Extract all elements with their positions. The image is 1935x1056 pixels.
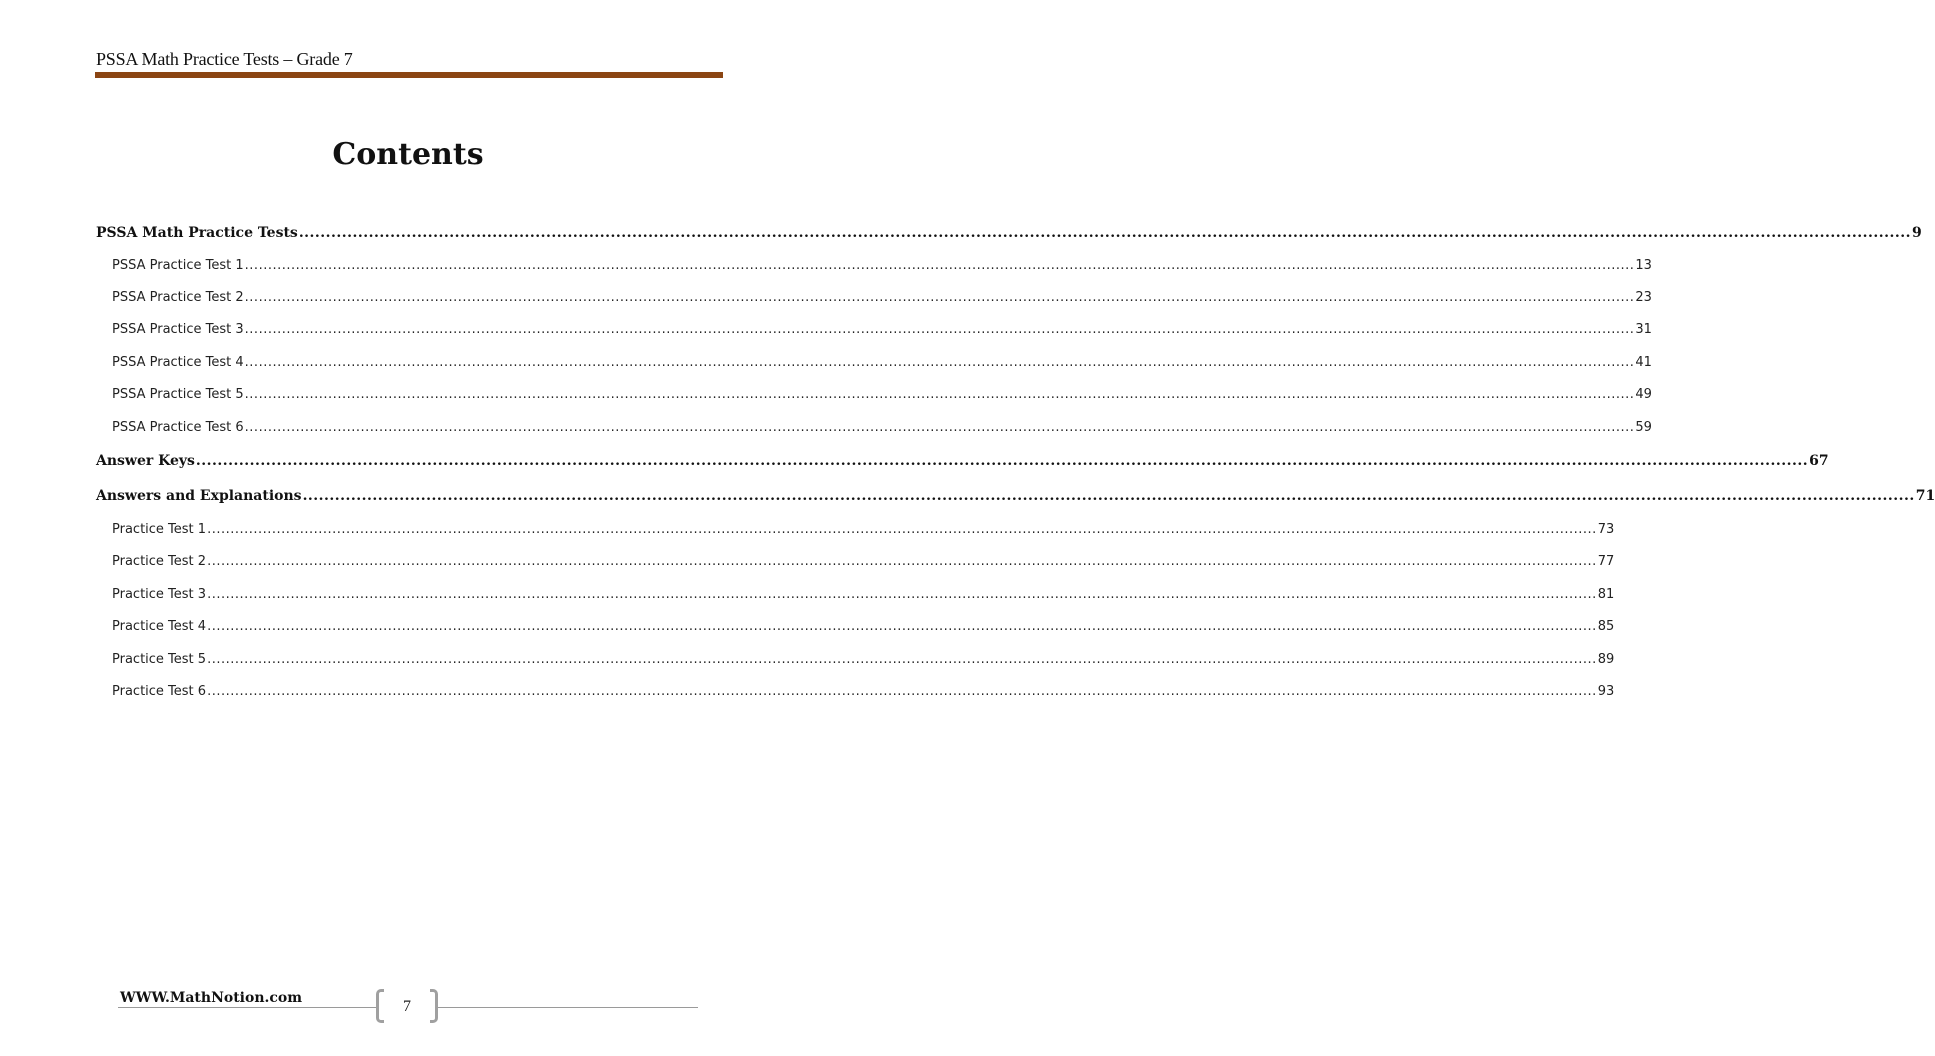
running-header-title: PSSA Math Practice Tests – Grade 7 [96,49,353,69]
toc-entry[interactable] [96,225,1922,241]
footer-left-bracket-icon [376,989,384,1023]
toc-dot-leader: ............................................................................................................................................................................................................................................................................................................ [298,225,1912,241]
toc-entry-page: 31 [1635,322,1652,337]
toc-entry[interactable] [112,619,1615,634]
toc-entry[interactable] [112,420,1652,435]
toc-dot-leader: ............................................................................................................................................................................................................................................................................................................ [207,554,1597,569]
toc-entry[interactable] [112,322,1652,337]
toc-entry-page: 89 [1597,652,1615,667]
toc-entry-label: Answer Keys [96,453,195,469]
toc-entry-page: 93 [1597,684,1615,699]
toc-entry-page: 49 [1635,387,1652,402]
toc-entry-label: Practice Test 2 [112,554,207,569]
toc-entry-page: 59 [1635,420,1652,435]
toc-entry-label: Practice Test 3 [112,587,207,602]
toc-entry-page: 13 [1635,258,1652,273]
toc-dot-leader: ............................................................................................................................................................................................................................................................................................................ [244,355,1635,370]
toc-entry-label: Practice Test 1 [112,522,207,537]
toc-dot-leader: ............................................................................................................................................................................................................................................................................................................ [244,290,1635,305]
toc-entry-page: 81 [1597,587,1615,602]
toc-entry-label: PSSA Practice Test 1 [112,258,244,273]
toc-entry-label: Answers and Explanations [96,488,302,504]
toc-dot-leader: ............................................................................................................................................................................................................................................................................................................ [244,420,1635,435]
toc-entry-page: 23 [1635,290,1652,305]
toc-entry-label: Practice Test 6 [112,684,207,699]
toc-dot-leader: ............................................................................................................................................................................................................................................................................................................ [207,619,1597,634]
toc-entry[interactable] [112,587,1615,602]
toc-entry[interactable] [112,290,1652,305]
toc-entry-label: PSSA Practice Test 5 [112,387,244,402]
toc-entry[interactable] [112,652,1615,667]
toc-dot-leader: ............................................................................................................................................................................................................................................................................................................ [244,387,1635,402]
toc-entry-label: PSSA Practice Test 3 [112,322,244,337]
toc-entry-label: PSSA Practice Test 2 [112,290,244,305]
footer-right-bracket-icon [430,989,438,1023]
toc-entry[interactable] [96,453,1829,469]
toc-entry-page: 41 [1635,355,1652,370]
toc-entry[interactable] [96,488,1935,504]
toc-entry-page: 73 [1597,522,1615,537]
toc-dot-leader: ............................................................................................................................................................................................................................................................................................................ [207,522,1597,537]
toc-entry-page: 85 [1597,619,1615,634]
toc-entry-page: 77 [1597,554,1615,569]
toc-entry[interactable] [112,684,1615,699]
toc-dot-leader: ............................................................................................................................................................................................................................................................................................................ [302,488,1915,504]
toc-entry-label: Practice Test 4 [112,619,207,634]
toc-dot-leader: ............................................................................................................................................................................................................................................................................................................ [244,258,1635,273]
toc-entry[interactable] [112,522,1615,537]
toc-entry[interactable] [112,355,1652,370]
footer-rule-left [118,1007,376,1008]
header-rule [95,72,723,78]
toc-entry-page: 9 [1912,225,1922,241]
toc-dot-leader: ............................................................................................................................................................................................................................................................................................................ [207,684,1597,699]
footer-rule-right [438,1007,698,1008]
toc-entry[interactable] [112,387,1652,402]
page-number: 7 [403,998,411,1015]
toc-entry-page: 71 [1915,488,1935,504]
toc-entry-label: Practice Test 5 [112,652,207,667]
footer-website: WWW.MathNotion.com [120,990,303,1006]
toc-dot-leader: ............................................................................................................................................................................................................................................................................................................ [207,587,1597,602]
toc-entry[interactable] [112,258,1652,273]
toc-entry-label: PSSA Practice Test 6 [112,420,244,435]
toc-entry-label: PSSA Practice Test 4 [112,355,244,370]
toc-dot-leader: ............................................................................................................................................................................................................................................................................................................ [244,322,1635,337]
toc-dot-leader: ............................................................................................................................................................................................................................................................................................................ [195,453,1809,469]
toc-dot-leader: ............................................................................................................................................................................................................................................................................................................ [207,652,1597,667]
page-title: Contents [332,137,484,172]
toc-entry[interactable] [112,554,1615,569]
toc-entry-page: 67 [1809,453,1829,469]
toc-entry-label: PSSA Math Practice Tests [96,225,298,241]
